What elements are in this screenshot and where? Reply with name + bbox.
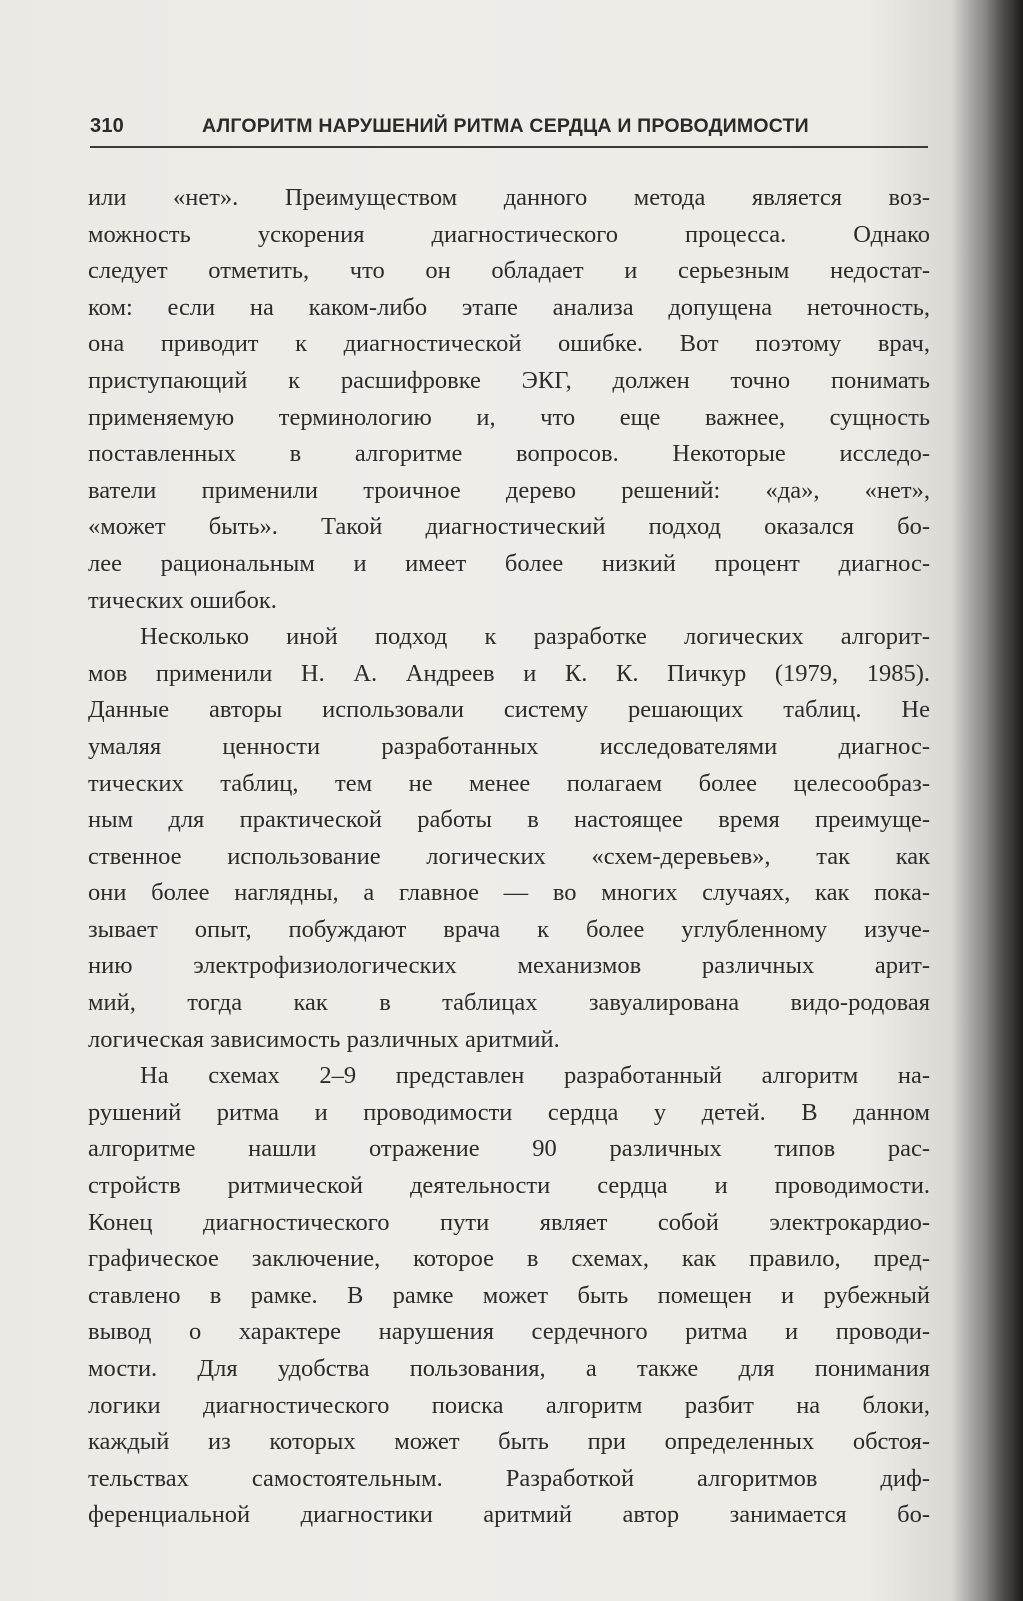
text-line: ставлено в рамке. В рамке может быть помещен и рубежный <box>88 1281 930 1309</box>
text-line: Данные авторы использовали систему решающих таблиц. Не <box>88 696 930 724</box>
text-line: рушений ритма и проводимости сердца у детей. В данном <box>88 1098 930 1126</box>
text-line: мов применили Н. А. Андреев и К. К. Пичкур (1979, 1985). <box>88 659 930 687</box>
paragraph-start-line: Несколько иной подход к разработке логических алгорит- <box>140 623 930 651</box>
text-line: мий, тогда как в таблицах завуалирована видо-родовая <box>88 989 930 1017</box>
paragraph-end-line: логическая зависимость различных аритмий. <box>88 1025 560 1053</box>
text-line: ференциальной диагностики аритмий автор занимается бо- <box>88 1501 930 1529</box>
running-title: АЛГОРИТМ НАРУШЕНИЙ РИТМА СЕРДЦА И ПРОВОДИМОСТИ <box>202 115 809 137</box>
text-line: тических таблиц, тем не менее полагаем более целесообраз- <box>88 769 930 797</box>
text-line: «может быть». Такой диагностический подход оказался бо- <box>88 513 930 541</box>
text-line: поставленных в алгоритме вопросов. Некоторые исследо- <box>88 440 930 468</box>
text-line: можность ускорения диагностического процесса. Однако <box>88 220 930 248</box>
running-header <box>90 112 928 148</box>
paragraph-end-line: тических ошибок. <box>88 586 277 614</box>
text-line: алгоритме нашли отражение 90 различных типов рас- <box>88 1135 930 1163</box>
text-line: мости. Для удобства пользования, а также для понимания <box>88 1355 930 1382</box>
text-line: или «нет». Преимуществом данного метода является воз- <box>88 184 930 211</box>
text-line: приступающий к расшифровке ЭКГ, должен точно понимать <box>88 366 930 394</box>
text-line: стройств ритмической деятельности сердца и проводимости. <box>88 1172 930 1200</box>
text-line: графическое заключение, которое в схемах, как правило, пред- <box>88 1245 930 1273</box>
spine-shadow <box>953 0 1023 1601</box>
text-line: умаляя ценности разработанных исследователями диагнос- <box>88 732 930 760</box>
text-line: применяемую терминологию и, что еще важнее, сущность <box>88 403 930 431</box>
text-line: лее рациональным и имеет более низкий процент диагнос- <box>88 549 930 577</box>
page-number: 310 <box>90 115 124 137</box>
paragraph-start-line: На схемах 2–9 представлен разработанный алгоритм на- <box>140 1062 930 1090</box>
text-line: вывод о характере нарушения сердечного ритма и проводи- <box>88 1318 930 1346</box>
text-line: они более наглядны, а главное — во многих случаях, как пока- <box>88 879 930 907</box>
text-line: Конец диагностического пути являет собой электрокардио- <box>88 1208 930 1236</box>
text-line: тельствах самостоятельным. Разработкой алгоритмов диф- <box>88 1464 930 1492</box>
text-line: ком: если на каком-либо этапе анализа допущена неточность, <box>88 293 930 321</box>
text-line: нию электрофизиологических механизмов различных арит- <box>88 952 930 980</box>
text-line: следует отметить, что он обладает и серьезным недостат- <box>88 257 930 285</box>
text-line: ным для практической работы в настоящее время преимуще- <box>88 806 930 834</box>
text-line: ватели применили троичное дерево решений: «да», «нет», <box>88 476 930 504</box>
body-text <box>88 180 930 1534</box>
text-line: логики диагностического поиска алгоритм разбит на блоки, <box>88 1391 930 1419</box>
text-line: каждый из которых может быть при определенных обстоя- <box>88 1428 930 1456</box>
text-line: зывает опыт, побуждают врача к более углубленному изуче- <box>88 915 930 943</box>
text-line: она приводит к диагностической ошибке. Вот поэтому врач, <box>88 330 930 358</box>
text-line: ственное использование логических «схем-деревьев», так как <box>88 842 930 870</box>
